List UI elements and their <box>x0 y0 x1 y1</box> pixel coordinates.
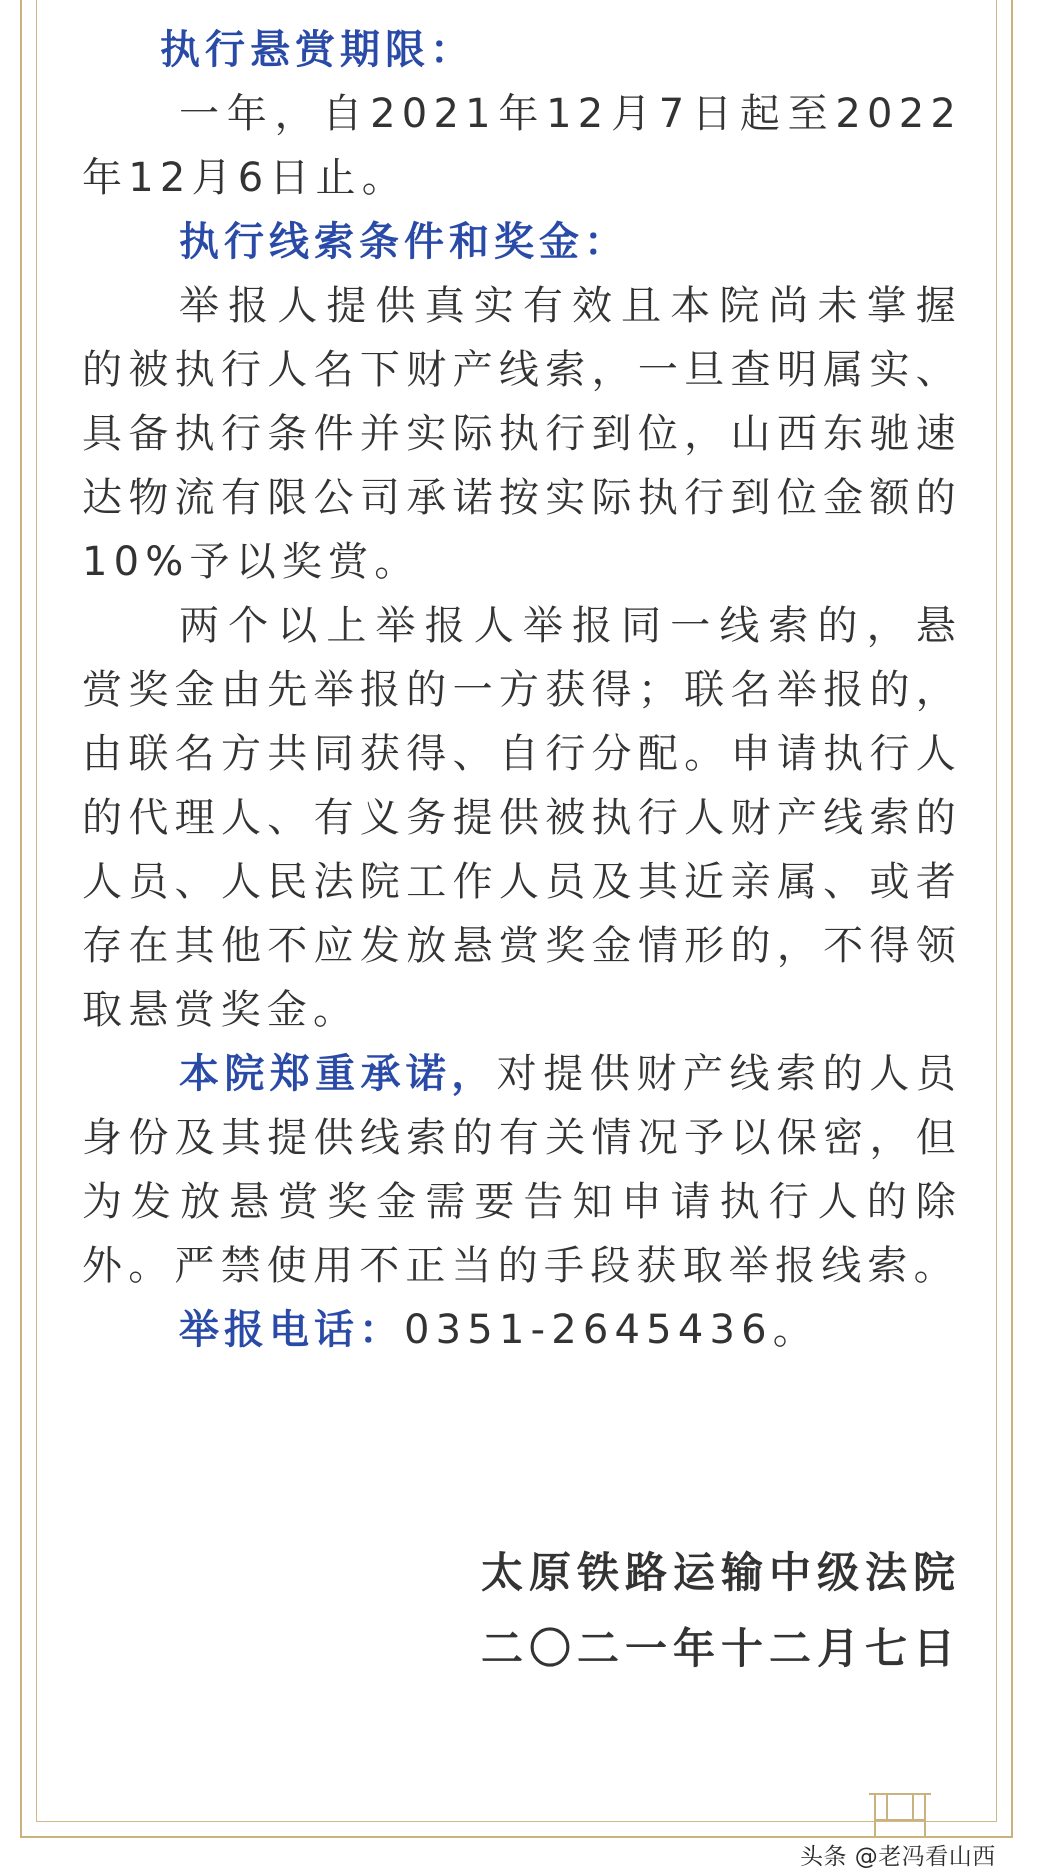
promise-text: 对提供财产线索的人员身份及其提供线索的有关情况予以保密，但为发放悬赏奖金需要告知申请执行人的除外。严禁使用不正当的手段获取举报线索。 <box>82 1051 962 1289</box>
phone-line <box>82 1298 962 1362</box>
notice-body <box>82 18 962 1362</box>
promise-paragraph <box>82 1042 962 1298</box>
chair-decoration-icon <box>865 1780 935 1840</box>
period-heading: 执行悬赏期限： <box>160 27 475 73</box>
conditions-heading: 执行线索条件和奖金： <box>179 219 629 265</box>
conditions-paragraph-2: 两个以上举报人举报同一线索的，悬赏奖金由先举报的一方获得；联名举报的，由联名方共同获得、自行分配。申请执行人的代理人、有义务提供被执行人财产线索的人员、人民法院工作人员及其近亲属、或者存在其他不应发放悬赏奖金情形的，不得领取悬赏奖金。 <box>82 603 962 1033</box>
phone-label: 举报电话： <box>179 1307 404 1353</box>
phone-number: 0351-2645436。 <box>404 1307 819 1353</box>
period-text: 一年，自2021年12月7日起至2022年12月6日止。 <box>82 91 962 201</box>
conditions-paragraph-1: 举报人提供真实有效且本院尚未掌握的被执行人名下财产线索，一旦查明属实、具备执行条件并实际执行到位，山西东驰速达物流有限公司承诺按实际执行到位金额的10%予以奖赏。 <box>82 283 962 585</box>
signature-block <box>481 1535 961 1687</box>
signature-date: 二〇二一年十二月七日 <box>480 1624 961 1673</box>
court-name: 太原铁路运输中级法院 <box>480 1548 961 1597</box>
watermark: 头条 @老冯看山西 <box>800 1844 996 1870</box>
promise-lead: 本院郑重承诺， <box>179 1051 497 1097</box>
